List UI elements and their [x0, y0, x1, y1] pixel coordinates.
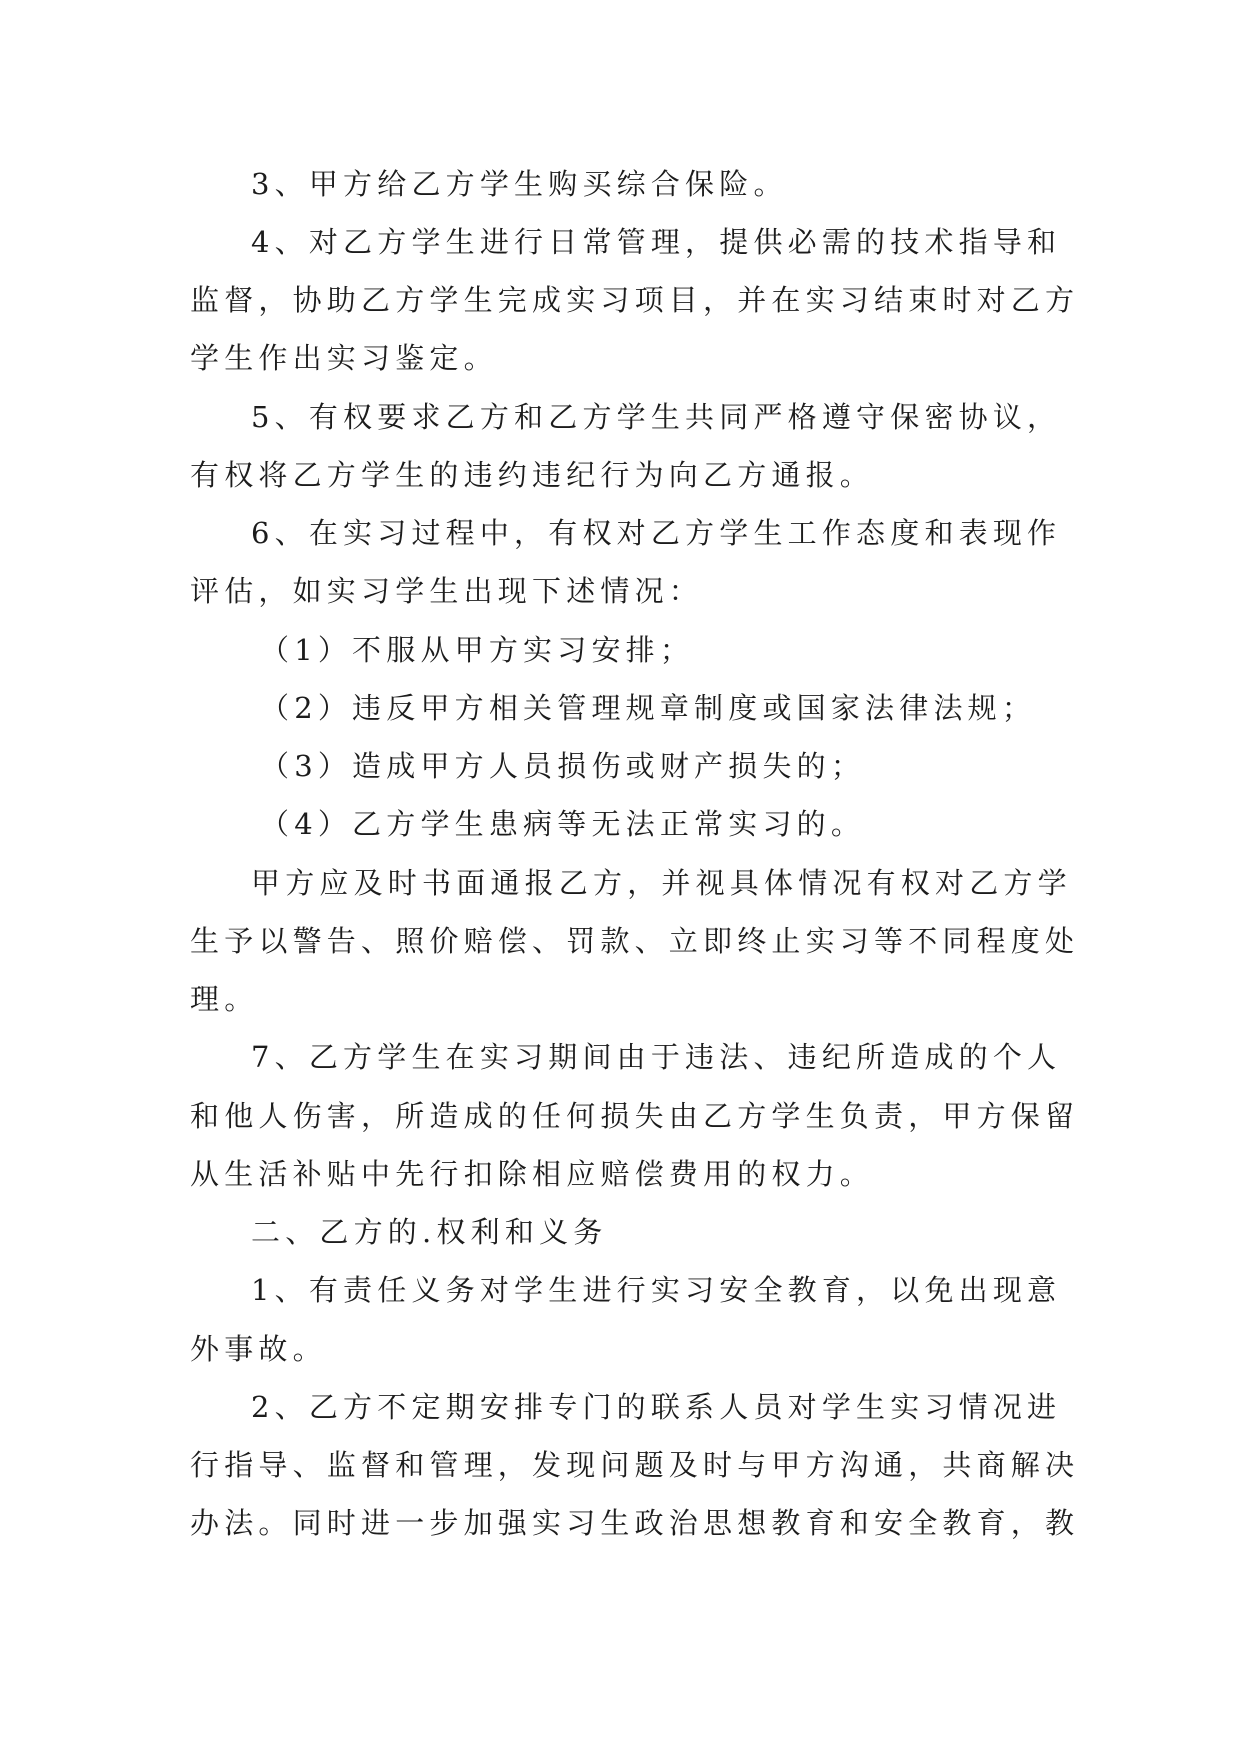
section-heading-party-b: 二、乙方的.权利和义务 [251, 1215, 608, 1249]
sub-item-1: （1）不服从甲方实习安排； [260, 633, 695, 667]
party-b-item-2-line-3: 办法。同时进一步加强实习生政治思想教育和安全教育，教 [190, 1506, 1080, 1540]
party-b-item-1-line-1: 1、有责任义务对学生进行实习安全教育，以免出现意 [251, 1273, 1062, 1307]
sub-item-4: （4）乙方学生患病等无法正常实习的。 [260, 807, 866, 841]
paragraph-item-4-line-1: 4、对乙方学生进行日常管理，提供必需的技术指导和 [251, 225, 1062, 259]
paragraph-item-7-line-2: 和他人伤害，所造成的任何损失由乙方学生负责，甲方保留 [190, 1099, 1080, 1133]
paragraph-item-5-line-2: 有权将乙方学生的违约违纪行为向乙方通报。 [190, 458, 875, 492]
sub-item-2: （2）违反甲方相关管理规章制度或国家法律法规； [260, 691, 1037, 725]
party-b-item-1-line-2: 外事故。 [190, 1332, 327, 1366]
notice-paragraph-line-1: 甲方应及时书面通报乙方，并视具体情况有权对乙方学 [251, 866, 1072, 900]
paragraph-item-4-line-3: 学生作出实习鉴定。 [190, 341, 498, 375]
notice-paragraph-line-3: 理。 [190, 982, 259, 1016]
paragraph-item-3-line-1: 3、甲方给乙方学生购买综合保险。 [251, 167, 788, 201]
paragraph-item-6-line-1: 6、在实习过程中，有权对乙方学生工作态度和表现作 [251, 516, 1062, 550]
party-b-item-2-line-1: 2、乙方不定期安排专门的联系人员对学生实习情况进 [251, 1390, 1062, 1424]
paragraph-item-7-line-1: 7、乙方学生在实习期间由于违法、违纪所造成的个人 [251, 1040, 1062, 1074]
paragraph-item-6-line-2: 评估，如实习学生出现下述情况： [190, 574, 704, 608]
paragraph-item-5-line-1: 5、有权要求乙方和乙方学生共同严格遵守保密协议， [251, 400, 1062, 434]
paragraph-item-7-line-3: 从生活补贴中先行扣除相应赔偿费用的权力。 [190, 1157, 875, 1191]
notice-paragraph-line-2: 生予以警告、照价赔偿、罚款、立即终止实习等不同程度处 [190, 924, 1080, 958]
party-b-item-2-line-2: 行指导、监督和管理，发现问题及时与甲方沟通，共商解决 [190, 1448, 1080, 1482]
paragraph-item-4-line-2: 监督，协助乙方学生完成实习项目，并在实习结束时对乙方 [190, 283, 1080, 317]
sub-item-3: （3）造成甲方人员损伤或财产损失的； [260, 749, 866, 783]
